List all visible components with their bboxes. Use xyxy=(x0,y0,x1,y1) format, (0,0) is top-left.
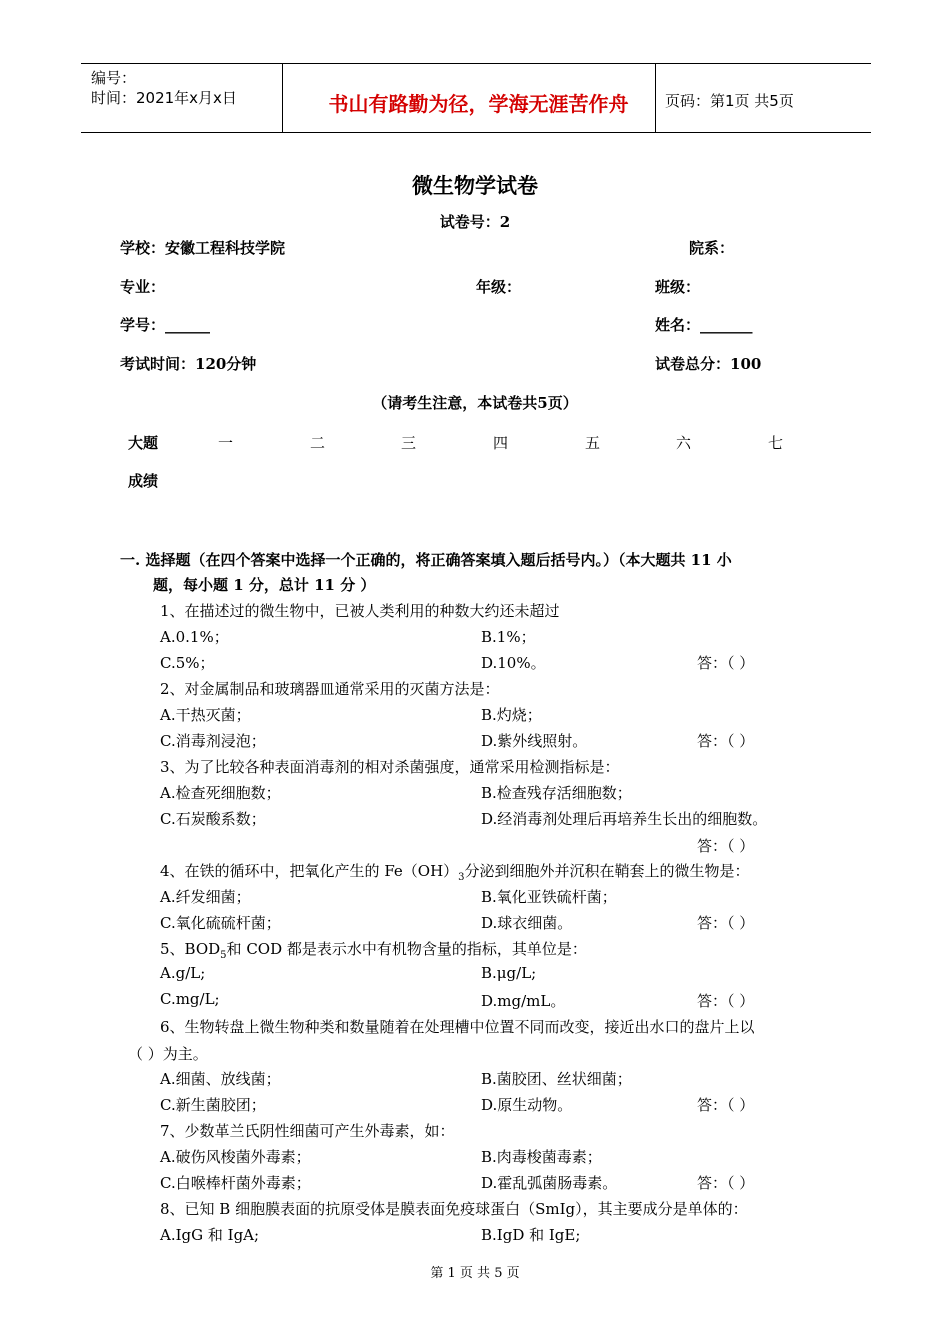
total-score: 试卷总分：100 xyxy=(655,355,762,373)
option-b: B.检查残存活细胞数； xyxy=(481,784,632,802)
option-c: C.石炭酸系数； xyxy=(160,810,266,828)
school-field: 学校：安徽工程科技学院 xyxy=(120,239,286,257)
exam-time: 考试时间：120分钟 xyxy=(120,355,257,373)
question-stem xyxy=(160,938,587,961)
option-a: A.干热灭菌； xyxy=(160,706,251,724)
option-a: A.破伤风梭菌外毒素； xyxy=(160,1148,311,1166)
score-col-4: 四 xyxy=(493,434,509,452)
answer-blank: 答：（ ） xyxy=(697,1096,755,1114)
option-c: C.mg/L; xyxy=(160,990,220,1008)
score-col-3: 三 xyxy=(401,434,417,452)
answer-blank: 答：（ ） xyxy=(697,837,755,855)
header-box xyxy=(81,63,871,133)
option-b: B.菌胶团、丝状细菌； xyxy=(481,1070,632,1088)
section-title: 一. 选择题（在四个答案中选择一个正确的，将正确答案填入题后括号内。）（本大题共 11 小 xyxy=(120,551,732,569)
notice: （请考生注意，本试卷共5页） xyxy=(372,394,578,412)
option-b: B.μg/L; xyxy=(481,964,537,982)
option-c: C.5%； xyxy=(160,654,215,672)
time-label: 时间：2021年x月x日 xyxy=(91,89,237,107)
question-stem: 1、在描述过的微生物中，已被人类利用的种数大约还未超过 xyxy=(160,602,560,620)
question-stem: 7、少数革兰氏阴性细菌可产生外毒素，如： xyxy=(160,1122,455,1140)
motto: 书山有路勤为径，学海无涯苦作舟 xyxy=(328,92,629,116)
option-a: A.纤发细菌； xyxy=(160,888,251,906)
score-col-6: 六 xyxy=(676,434,692,452)
question-stem: 6、生物转盘上微生物种类和数量随着在处理槽中位置不同而改变，接近出水口的盘片上以 xyxy=(160,1018,755,1036)
page-info: 页码：第1页 共5页 xyxy=(665,92,794,110)
score-col-1: 一 xyxy=(218,434,234,452)
option-b: B.灼烧； xyxy=(481,706,542,724)
option-c: C.消毒剂浸泡； xyxy=(160,732,266,750)
option-d: D.经消毒剂处理后再培养生长出的细胞数。 xyxy=(481,810,768,828)
major-field: 专业： xyxy=(120,278,166,296)
stem-pre: 4、在铁的循环中，把氧化产生的 Fe（OH） xyxy=(160,862,459,880)
header-divider xyxy=(282,64,283,132)
option-b: B.肉毒梭菌毒素； xyxy=(481,1148,602,1166)
class-field: 班级： xyxy=(655,278,701,296)
question-stem-cont: （ ）为主。 xyxy=(128,1045,208,1063)
score-row-label: 大题 xyxy=(128,434,159,452)
score-col-7: 七 xyxy=(768,434,784,452)
option-d: D.原生动物。 xyxy=(481,1096,573,1114)
answer-blank: 答：（ ） xyxy=(697,654,755,672)
answer-blank: 答：（ ） xyxy=(697,1174,755,1192)
score-grade-label: 成绩 xyxy=(128,472,159,490)
student-id-field: 学号：______ xyxy=(120,316,211,334)
header-divider xyxy=(655,64,656,132)
option-d: D.10%。 xyxy=(481,654,546,672)
option-d: D.球衣细菌。 xyxy=(481,914,573,932)
question-stem: 8、已知 B 细胞膜表面的抗原受体是膜表面免疫球蛋白（SmIg），其主要成分是单体的： xyxy=(160,1200,748,1218)
option-a: A.0.1%； xyxy=(160,628,229,646)
option-d: D.霍乱弧菌肠毒素。 xyxy=(481,1174,618,1192)
score-col-2: 二 xyxy=(310,434,326,452)
paper-number: 试卷号：2 xyxy=(439,213,511,231)
option-c: C.新生菌胶团； xyxy=(160,1096,266,1114)
page-title: 微生物学试卷 xyxy=(412,173,538,198)
score-col-5: 五 xyxy=(585,434,601,452)
section-title-cont: 题，每小题 1 分，总计 11 分 ） xyxy=(153,576,376,594)
header-meta xyxy=(91,68,237,108)
option-c: C.氧化硫硫杆菌； xyxy=(160,914,281,932)
page-footer: 第 1 页 共 5 页 xyxy=(430,1266,520,1281)
answer-blank: 答：（ ） xyxy=(697,732,755,750)
option-a: A.检查死细胞数； xyxy=(160,784,281,802)
option-b: B.1%； xyxy=(481,628,536,646)
option-d: D.mg/mL。 xyxy=(481,992,566,1010)
question-stem: 3、为了比较各种表面消毒剂的相对杀菌强度，通常采用检测指标是： xyxy=(160,758,620,776)
option-c: C.白喉棒杆菌外毒素； xyxy=(160,1174,311,1192)
option-b: B.氧化亚铁硫杆菌； xyxy=(481,888,617,906)
option-a: A.细菌、放线菌； xyxy=(160,1070,281,1088)
question-stem: 2、对金属制品和玻璃器皿通常采用的灭菌方法是： xyxy=(160,680,500,698)
name-field: 姓名：_______ xyxy=(655,316,753,334)
stem-post: 和 COD 都是表示水中有机物含量的指标，其单位是： xyxy=(226,940,587,958)
option-a: A.IgG 和 IgA; xyxy=(160,1226,260,1244)
option-d: D.紫外线照射。 xyxy=(481,732,588,750)
option-b: B.IgD 和 IgE; xyxy=(481,1226,581,1244)
subscript: 5 xyxy=(220,950,227,961)
number-label: 编号： xyxy=(91,69,137,87)
answer-blank: 答：（ ） xyxy=(697,992,755,1010)
department-field: 院系： xyxy=(689,239,735,257)
option-a: A.g/L; xyxy=(160,964,206,982)
subscript: 3 xyxy=(458,872,465,883)
grade-field: 年级： xyxy=(476,278,522,296)
answer-blank: 答：（ ） xyxy=(697,914,755,932)
stem-pre: 5、BOD xyxy=(160,940,221,958)
stem-post: 分泌到细胞外并沉积在鞘套上的微生物是： xyxy=(464,862,750,880)
question-stem xyxy=(160,860,750,883)
